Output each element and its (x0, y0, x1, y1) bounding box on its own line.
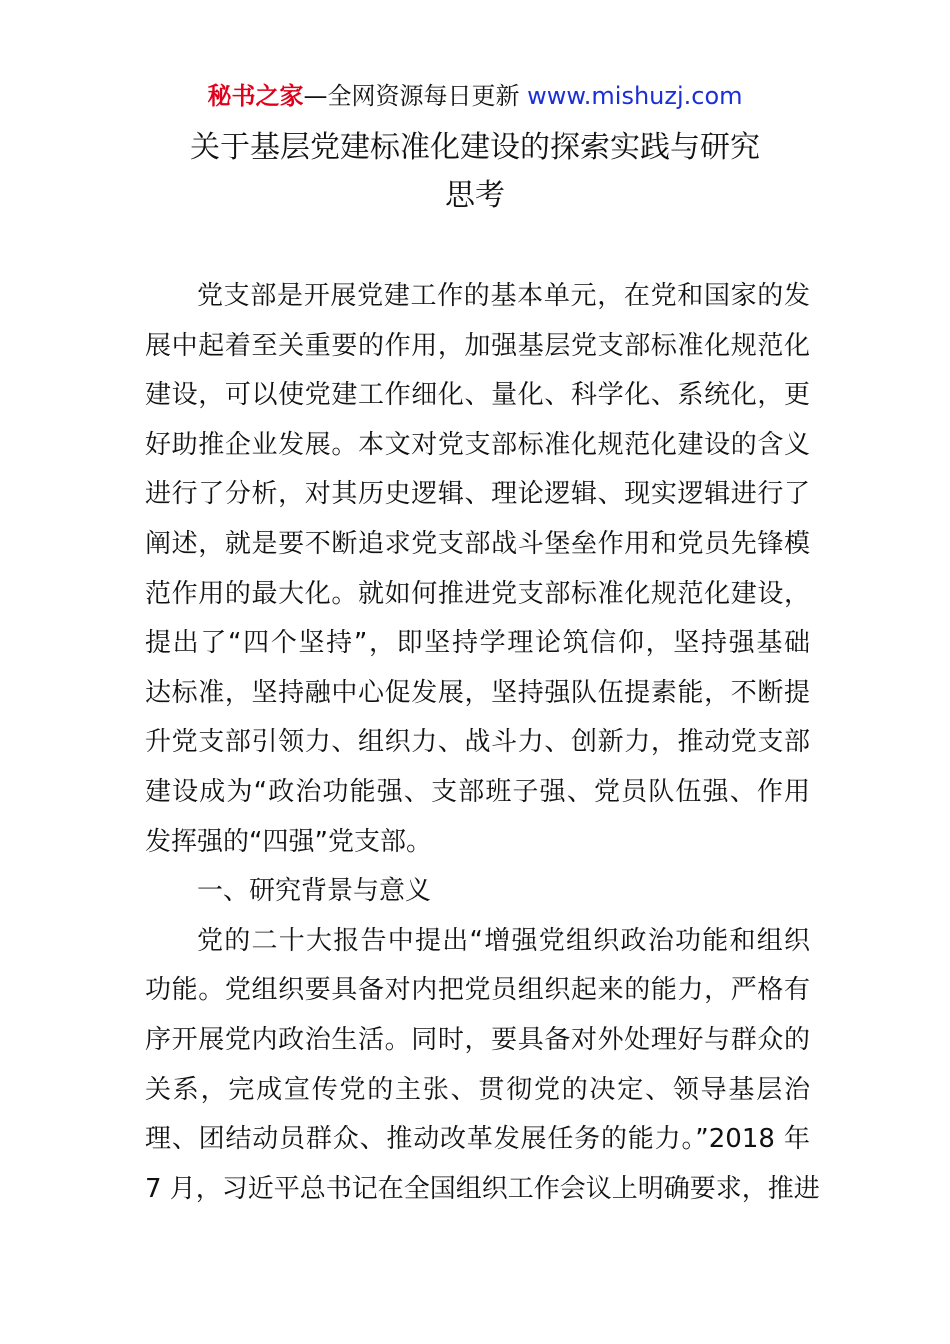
text-line: 功能。党组织要具备对内把党员组织起来的能力，严格有 (145, 975, 810, 1006)
text-line: 7 月，习近平总书记在全国组织工作会议上明确要求，推进 (145, 1173, 820, 1204)
text-line: 关系，完成宣传党的主张、贯彻党的决定、领导基层治 (145, 1074, 810, 1105)
title-line-2: 思考 (445, 178, 505, 213)
header-tagline: —全网资源每日更新 (303, 82, 528, 110)
text-line: 建设成为“政治功能强、支部班子强、党员队伍强、作用 (145, 776, 810, 807)
text-line: 进行了分析，对其历史逻辑、理论逻辑、现实逻辑进行了 (145, 479, 810, 510)
text-line: 理、团结动员群众、推动改革发展任务的能力。”2018 年 (145, 1124, 810, 1155)
document-body (145, 272, 820, 1214)
title-line-1: 关于基层党建标准化建设的探索实践与研究 (190, 130, 760, 165)
text-line: 党支部是开展党建工作的基本单元，在党和国家的发 (197, 281, 810, 311)
paragraph-intro (145, 272, 810, 867)
section-heading-text: 一、研究背景与意义 (197, 876, 432, 907)
text-line: 发挥强的“四强”党支部。 (145, 826, 432, 857)
site-url-link[interactable]: www.mishuzj.com (527, 82, 743, 110)
text-line: 建设，可以使党建工作细化、量化、科学化、系统化，更 (145, 380, 810, 411)
section-heading (145, 867, 810, 917)
document-title (0, 124, 950, 220)
site-header (0, 80, 950, 112)
text-line: 提出了“四个坚持”，即坚持学理论筑信仰，坚持强基础 (145, 628, 810, 659)
text-line: 升党支部引领力、组织力、战斗力、创新力，推动党支部 (145, 727, 810, 758)
text-line: 序开展党内政治生活。同时，要具备对外处理好与群众的 (145, 1024, 810, 1055)
text-line: 党的二十大报告中提出“增强党组织政治功能和组织 (197, 925, 810, 956)
text-line: 达标准，坚持融中心促发展，坚持强队伍提素能，不断提 (145, 677, 810, 708)
brand-name: 秘书之家 (207, 82, 304, 110)
text-line: 好助推企业发展。本文对党支部标准化规范化建设的含义 (145, 429, 810, 460)
text-line: 范作用的最大化。就如何推进党支部标准化规范化建设， (145, 578, 810, 609)
text-line: 展中起着至关重要的作用，加强基层党支部标准化规范化 (145, 330, 810, 361)
paragraph-background (145, 917, 820, 1215)
text-line: 阐述，就是要不断追求党支部战斗堡垒作用和党员先锋模 (145, 528, 810, 559)
